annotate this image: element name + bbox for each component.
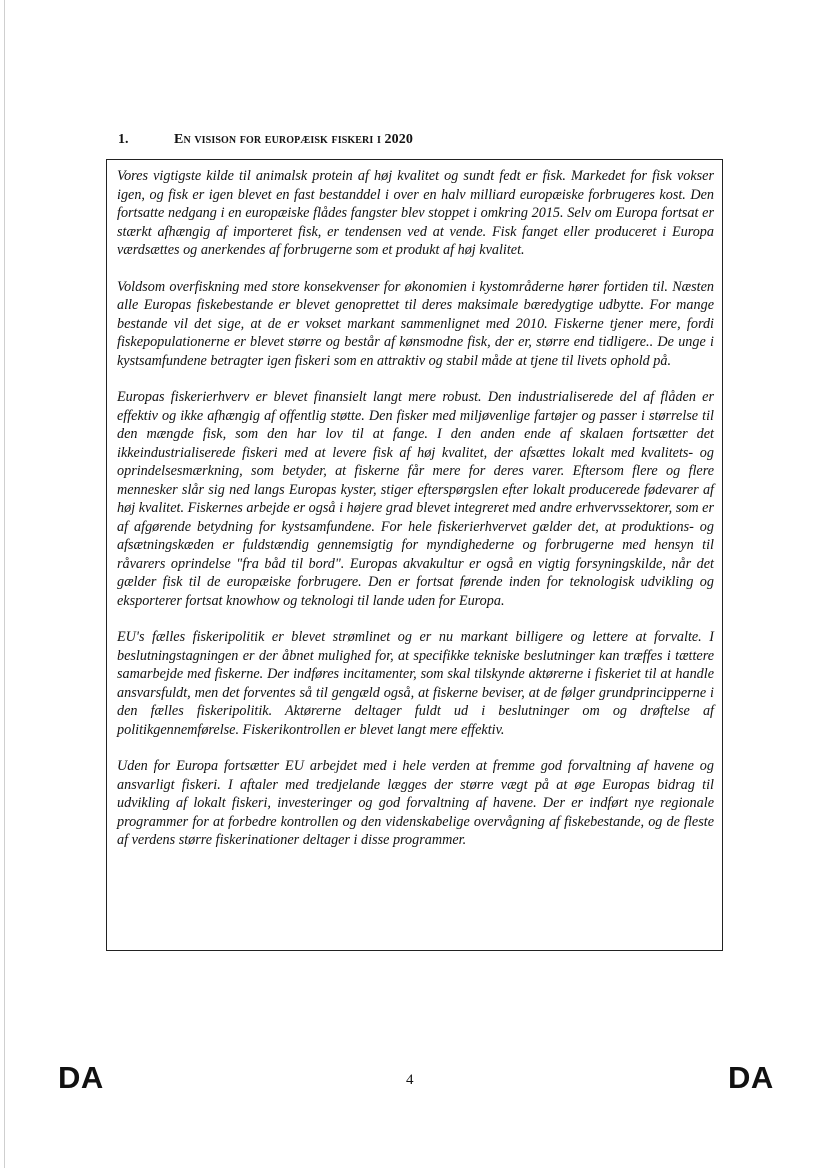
section-heading — [118, 132, 413, 148]
language-code-right: DA — [728, 1060, 774, 1095]
paragraph-1: Vores vigtigste kilde til animalsk protein af høj kvalitet og sundt fedt er fisk. Markedet for fisk vokser igen, og fisk er igen blevet en fast bestanddel i over en halv milliard europæiske forbrugeres kost. Den fortsatte nedgang i en europæiske flådes fangster blev stoppet i omkring 2015. Selv om Europa fortsat er stærkt afhængig af importeret fisk, er tendensen ved at vende. Fisk fanget eller produceret i Europa værdsættes og anerkendes af forbrugerne som et produkt af høj kvalitet. — [117, 168, 714, 258]
scan-edge-line — [4, 0, 5, 1168]
language-code-left: DA — [58, 1060, 104, 1095]
paragraph-5: Uden for Europa fortsætter EU arbejdet med i hele verden at fremme god forvaltning af havene og ansvarligt fiskeri. I aftaler med tredjelande lægges der større vægt på at øge Europas bidrag til udvikling af lokalt fiskeri, investeringer og god forvaltning af havene. Der er indført nye regionale programmer for at forbedre kontrollen og den videnskabelige overvågning af fiskebestande, og de fleste af verdens større fiskerinationer deltager i disse programmer. — [117, 758, 714, 848]
page-number: 4 — [406, 1072, 414, 1088]
section-number: 1. — [118, 132, 129, 147]
vision-text-box — [106, 159, 723, 951]
paragraph-3: Europas fiskerierhverv er blevet finansielt langt mere robust. Den industrialiserede del af flåden er effektiv og ikke afhængig af offentlig støtte. Den fisker med miljøvenlige fartøjer og passer i størrelse til den mængde fisk, som den har lov til at fange. I den anden ende af skalaen fortsætter det ikkeindustrialiserede fiskeri med at levere fisk af høj kvalitet, der afsættes lokalt med kvalitets- og oprindelsesmærkning, som betyder, at fiskerne får mere for deres varer. Eftersom flere og flere mennesker slår sig ned langs Europas kyster, stiger efterspørgslen efter lokalt producerede fødevarer af høj kvalitet. Fiskernes arbejde er også i højere grad blevet integreret med andre erhvervssektorer, som er af afgørende betydning for kystsamfundene. For hele fiskerierhvervet gælder det, at produktions- og afsætningskæden er fuldstændig gennemsigtig for myndighederne og forbrugerne med hensyn til råvarers oprindelse "fra båd til bord". Europas akvakultur er også en vigtig forsyningskilde, når det gælder fisk til de europæiske forbrugere. Den er fortsat førende inden for teknologisk udvikling og eksporterer fortsat knowhow og teknologi til lande uden for Europa. — [117, 389, 714, 609]
section-title: En visison for europæisk fiskeri i 2020 — [174, 132, 413, 147]
paragraph-4: EU's fælles fiskeripolitik er blevet strømlinet og er nu markant billigere og lettere at forvalte. I beslutningstagningen er der åbnet mulighed for, at specifikke tekniske beslutninger kan træffes i tættere samarbejde med fiskerne. Der indføres incitamenter, som skal tilskynde aktørerne i fiskeriet til at handle ansvarsfuldt, men det forventes så til gengæld også, at fiskerne beviser, at de følger grundprincipperne i den fælles fiskeripolitik. Aktørerne deltager fuldt ud i beslutninger om og drøftelse af politikgennemførelse. Fiskerikontrollen er blevet langt mere effektiv. — [117, 629, 714, 738]
paragraph-2: Voldsom overfiskning med store konsekvenser for økonomien i kystområderne hører fortiden til. Næsten alle Europas fiskebestande er blevet genoprettet til deres maksimale bæredygtige udbytte. For mange bestande vil det sige, at de er vokset markant sammenlignet med 2010. Fiskerne tjener mere, fordi fiskepopulationerne er blevet større og består af kønsmodne fisk, der er, større end tidligere.. De unge i kystsamfundene betragter igen fiskeri som en attraktiv og stabil måde at tjene til livets ophold på. — [117, 278, 714, 369]
